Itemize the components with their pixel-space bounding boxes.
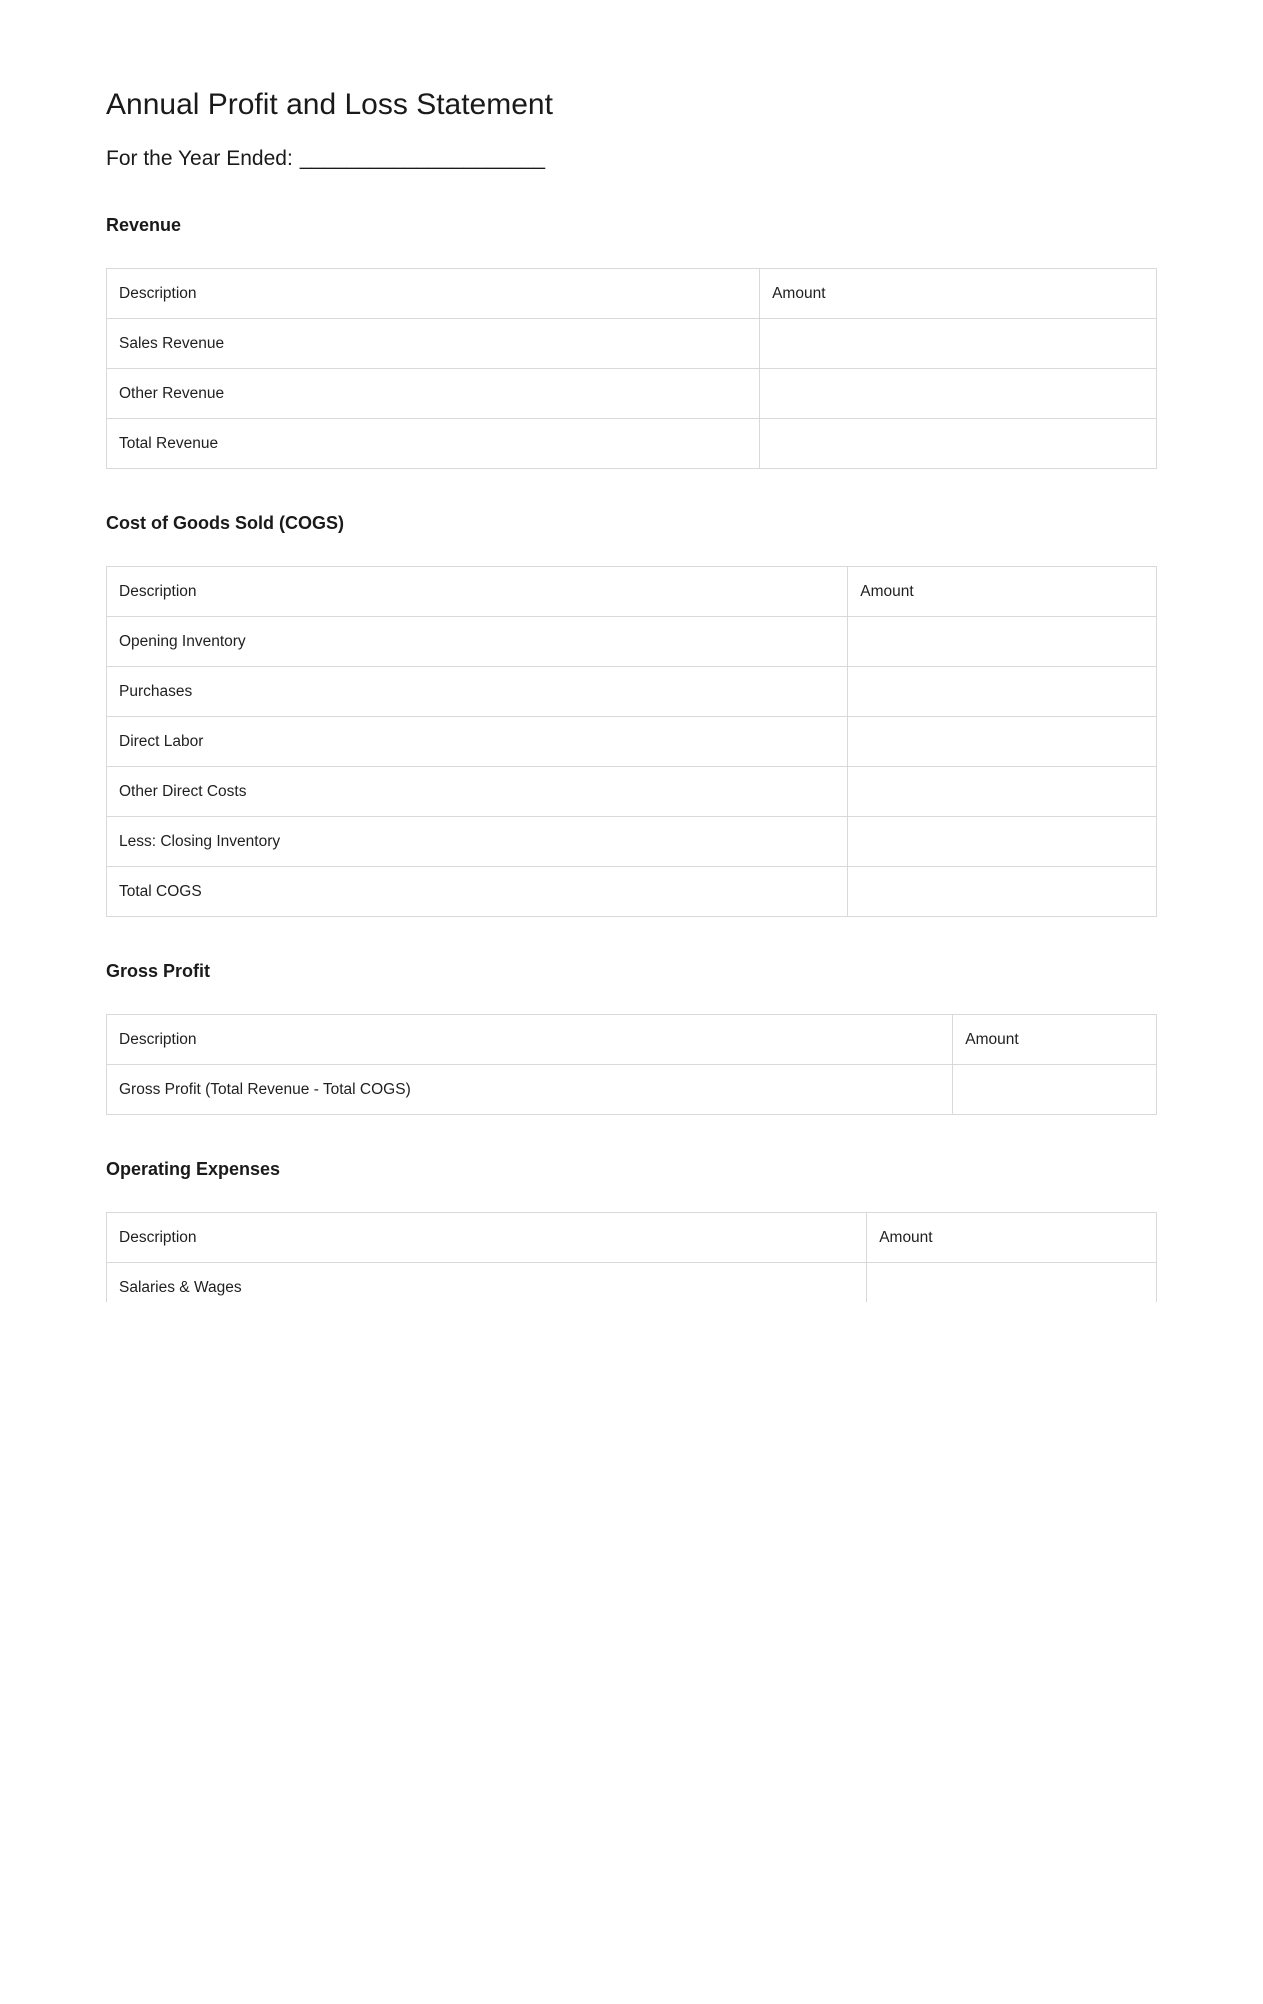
amount-cell bbox=[848, 867, 1157, 917]
section-heading-operating-expenses: Operating Expenses bbox=[106, 1159, 281, 1179]
amount-column-header: Amount bbox=[760, 269, 1157, 319]
gross-profit-table bbox=[106, 1014, 1157, 1115]
amount-column-header: Amount bbox=[867, 1213, 1157, 1263]
description-cell: Less: Closing Inventory bbox=[107, 817, 848, 867]
description-column-header: Description bbox=[107, 1015, 953, 1065]
table-row bbox=[107, 369, 1157, 419]
amount-cell bbox=[867, 1263, 1157, 1303]
table-row bbox=[107, 717, 1157, 767]
table-row bbox=[107, 1065, 1157, 1115]
description-cell: Other Revenue bbox=[107, 369, 760, 419]
gross-profit-header-row bbox=[107, 1015, 1157, 1065]
amount-cell bbox=[760, 319, 1157, 369]
operating-expenses-table bbox=[106, 1212, 1157, 1302]
description-cell: Sales Revenue bbox=[107, 319, 760, 369]
amount-cell bbox=[848, 717, 1157, 767]
revenue-header-row bbox=[107, 269, 1157, 319]
description-cell: Opening Inventory bbox=[107, 617, 848, 667]
table-row bbox=[107, 767, 1157, 817]
amount-cell bbox=[848, 767, 1157, 817]
amount-cell bbox=[760, 419, 1157, 469]
table-row bbox=[107, 667, 1157, 717]
description-cell: Other Direct Costs bbox=[107, 767, 848, 817]
section-heading-gross-profit: Gross Profit bbox=[106, 961, 211, 981]
description-cell: Purchases bbox=[107, 667, 848, 717]
page-title: Annual Profit and Loss Statement bbox=[106, 88, 553, 121]
year-ended-label: For the Year Ended: bbox=[106, 147, 293, 170]
table-row bbox=[107, 1263, 1157, 1303]
cogs-header-row bbox=[107, 567, 1157, 617]
description-column-header: Description bbox=[107, 269, 760, 319]
description-cell: Total COGS bbox=[107, 867, 848, 917]
amount-column-header: Amount bbox=[848, 567, 1157, 617]
amount-cell bbox=[848, 617, 1157, 667]
description-cell: Total Revenue bbox=[107, 419, 760, 469]
amount-column-header: Amount bbox=[953, 1015, 1157, 1065]
section-heading-cogs: Cost of Goods Sold (COGS) bbox=[106, 513, 344, 533]
year-ended-blank-line: _____________________ bbox=[299, 147, 546, 170]
table-row bbox=[107, 867, 1157, 917]
cogs-table bbox=[106, 566, 1157, 917]
description-cell: Salaries & Wages bbox=[107, 1263, 867, 1303]
operating-expenses-header-row bbox=[107, 1213, 1157, 1263]
table-row bbox=[107, 319, 1157, 369]
revenue-table bbox=[106, 268, 1157, 469]
description-cell: Direct Labor bbox=[107, 717, 848, 767]
table-row bbox=[107, 617, 1157, 667]
amount-cell bbox=[848, 667, 1157, 717]
amount-cell bbox=[848, 817, 1157, 867]
table-row bbox=[107, 817, 1157, 867]
description-column-header: Description bbox=[107, 1213, 867, 1263]
amount-cell bbox=[760, 369, 1157, 419]
description-column-header: Description bbox=[107, 567, 848, 617]
year-ended-line bbox=[106, 145, 1157, 173]
amount-cell bbox=[953, 1065, 1157, 1115]
section-heading-revenue: Revenue bbox=[106, 215, 182, 235]
description-cell: Gross Profit (Total Revenue - Total COGS) bbox=[107, 1065, 953, 1115]
table-row bbox=[107, 419, 1157, 469]
